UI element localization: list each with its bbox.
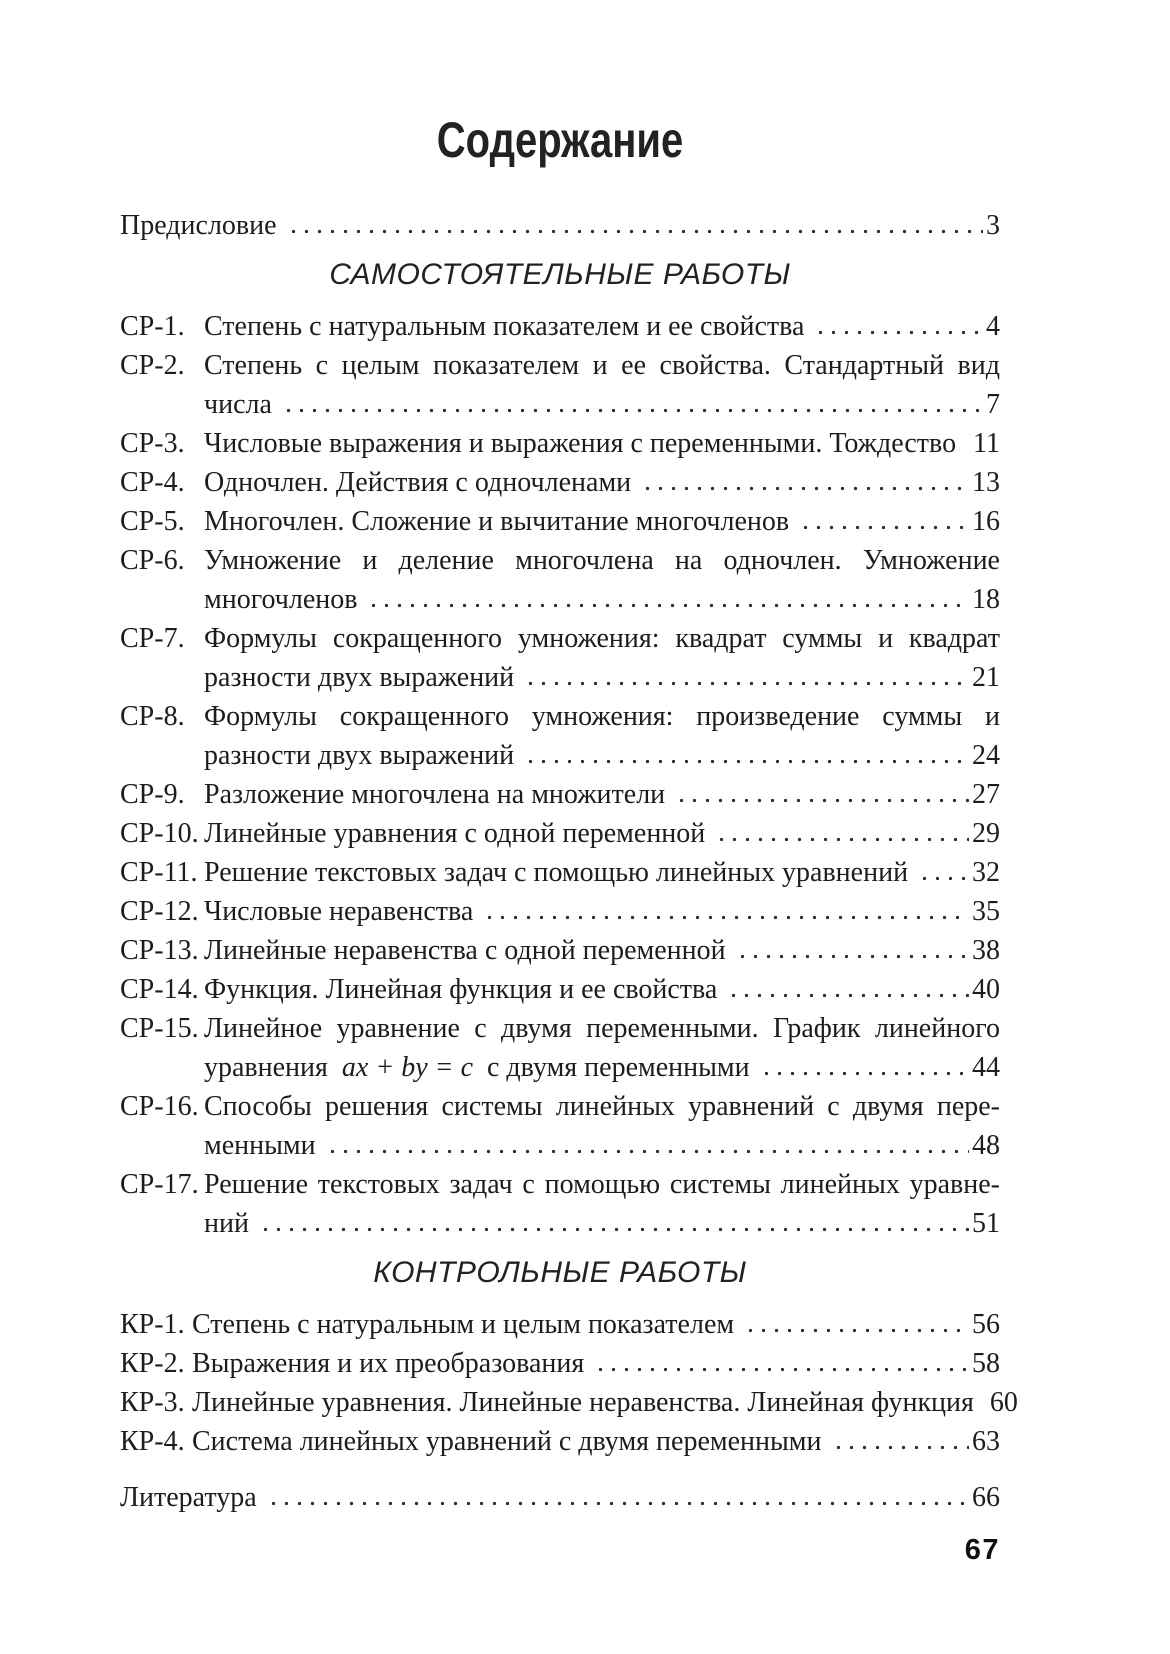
entry-text xyxy=(192,1422,822,1461)
page-number: 11 xyxy=(973,428,1000,459)
entry-label: СР-10. xyxy=(120,818,199,849)
entry-label: КР-4. xyxy=(120,1426,185,1457)
contents-title: Содержание xyxy=(436,112,684,168)
entry-label: СР-1. xyxy=(120,311,185,342)
text-segment: Одночлен. Действия с одночленами xyxy=(204,467,632,498)
page-number: 35 xyxy=(972,896,1000,927)
text-segment: Многочлен. Сложение и вычитание многочленов xyxy=(204,506,790,537)
page-number: 27 xyxy=(972,779,1000,810)
dot-leader xyxy=(981,1383,987,1422)
entry-text xyxy=(204,580,357,619)
text-segment: Способы решения системы линейных уравнений с двумя пере- xyxy=(204,1091,1000,1122)
entry-text xyxy=(192,1305,734,1344)
entry-row xyxy=(204,658,1000,697)
text-segment: с двумя переменными xyxy=(473,1052,750,1083)
entry-text xyxy=(204,385,272,424)
entry-row xyxy=(204,502,1000,541)
entry-text xyxy=(204,307,804,346)
entry-text xyxy=(204,545,1000,576)
entry-text xyxy=(192,1344,584,1383)
entry-row xyxy=(204,619,1000,658)
entry-label: СР-5. xyxy=(120,506,185,537)
text-segment: ний xyxy=(204,1208,249,1239)
entry-label: КР-3. xyxy=(120,1387,185,1418)
entry-row xyxy=(204,853,1000,892)
text-segment: Числовые выражения и выражения с переменными. Тождество xyxy=(204,428,957,459)
dot-leader xyxy=(733,931,969,970)
entry-content xyxy=(204,1009,1000,1087)
dot-leader xyxy=(796,502,969,541)
dot-leader xyxy=(364,580,969,619)
entry-label: СР-12. xyxy=(120,896,199,927)
entry-content xyxy=(204,502,1000,541)
entry-text xyxy=(204,853,908,892)
entry-text xyxy=(204,1048,750,1087)
text-segment: Степень с натуральным показателем и ее свойства xyxy=(204,311,805,342)
section-heading: САМОСТОЯТЕЛЬНЫЕ РАБОТЫ xyxy=(329,258,791,291)
toc-entry xyxy=(120,853,1000,892)
entry-row xyxy=(204,1165,1000,1204)
math-expression: ax + by = c xyxy=(341,1052,473,1083)
entry-label: СР-11. xyxy=(120,857,198,888)
entry-row xyxy=(192,1344,1000,1383)
text-segment: Линейные уравнения с одной переменной xyxy=(204,818,706,849)
page-number: 60 xyxy=(989,1387,1018,1418)
entry-row xyxy=(120,206,1000,245)
entry-row xyxy=(204,346,1000,385)
dot-leader xyxy=(712,814,969,853)
dot-leader xyxy=(829,1422,969,1461)
entry-text xyxy=(120,206,277,245)
toc-entry xyxy=(120,1478,1000,1517)
toc-entry xyxy=(120,1009,1000,1087)
entry-content xyxy=(192,1305,1000,1344)
toc-entry xyxy=(120,1165,1000,1243)
entry-text xyxy=(204,775,665,814)
entry-label: СР-7. xyxy=(120,623,185,654)
text-segment: Линейное уравнение с двумя переменными. График линейного xyxy=(204,1013,1000,1044)
entry-text xyxy=(204,970,717,1009)
entry-label: СР-2. xyxy=(120,350,185,381)
entry-content xyxy=(204,1165,1000,1243)
page-number: 63 xyxy=(972,1426,1000,1457)
entry-content xyxy=(120,1478,1000,1517)
text-segment: Выражения и их преобразования xyxy=(192,1348,585,1379)
toc xyxy=(120,206,1018,1517)
entry-content xyxy=(192,1383,1018,1422)
entry-content xyxy=(204,970,1000,1009)
toc-entry xyxy=(120,970,1000,1009)
entry-text xyxy=(204,701,1000,732)
entry-text xyxy=(204,736,514,775)
entry-text xyxy=(204,892,473,931)
entry-text xyxy=(204,623,1000,654)
entry-row xyxy=(204,580,1000,619)
dot-leader xyxy=(264,1478,969,1517)
entry-text xyxy=(192,1383,974,1422)
entry-content xyxy=(192,1344,1000,1383)
entry-row xyxy=(204,424,1000,463)
text-segment: числа xyxy=(204,389,272,420)
entry-label: СР-17. xyxy=(120,1169,199,1200)
spacer xyxy=(120,1461,1000,1478)
dot-leader xyxy=(963,424,970,463)
page-number: 56 xyxy=(972,1309,1000,1340)
entry-row xyxy=(204,931,1000,970)
dot-leader xyxy=(757,1048,969,1087)
entry-row xyxy=(204,1126,1000,1165)
entry-row xyxy=(204,814,1000,853)
dot-leader xyxy=(915,853,969,892)
dot-leader xyxy=(724,970,969,1009)
toc-entry xyxy=(120,931,1000,970)
entry-content xyxy=(204,853,1000,892)
entry-content xyxy=(204,775,1000,814)
toc-entry xyxy=(120,307,1000,346)
entry-row xyxy=(204,1087,1000,1126)
text-segment: Линейные уравнения. Линейные неравенства. Линейная функция xyxy=(192,1387,974,1418)
entry-row xyxy=(204,775,1000,814)
page-number: 16 xyxy=(972,506,1000,537)
entry-content xyxy=(120,206,1000,245)
entry-row xyxy=(204,463,1000,502)
text-segment: Решение текстовых задач с помощью линейных уравнений xyxy=(204,857,909,888)
page-number: 29 xyxy=(972,818,1000,849)
text-segment: менными xyxy=(204,1130,316,1161)
folio-page-number: 67 xyxy=(964,1534,1000,1566)
text-segment: разности двух выражений xyxy=(204,662,515,693)
entry-row xyxy=(204,697,1000,736)
toc-entry xyxy=(120,1422,1000,1461)
toc-entry xyxy=(120,775,1000,814)
text-segment: Система линейных уравнений с двумя переменными xyxy=(192,1426,822,1457)
entry-text xyxy=(204,350,1000,381)
text-segment: Степень с натуральным и целым показателем xyxy=(192,1309,735,1340)
dot-leader xyxy=(256,1204,969,1243)
entry-label: СР-13. xyxy=(120,935,199,966)
page-number: 66 xyxy=(972,1482,1000,1513)
entry-content xyxy=(204,463,1000,502)
entry-text xyxy=(204,1091,1000,1122)
toc-entry xyxy=(120,1383,1018,1422)
entry-row xyxy=(120,1478,1000,1517)
entry-label: СР-14. xyxy=(120,974,199,1005)
entry-text xyxy=(204,931,726,970)
page-number: 18 xyxy=(972,584,1000,615)
entry-text xyxy=(204,1204,249,1243)
text-segment: Степень с целым показателем и ее свойства. Стандартный вид xyxy=(204,350,1000,381)
text-segment: уравнения xyxy=(204,1052,342,1083)
entry-text xyxy=(204,1169,1000,1200)
entry-text xyxy=(120,1478,257,1517)
entry-content xyxy=(204,346,1000,424)
dot-leader xyxy=(323,1126,969,1165)
entry-content xyxy=(204,697,1000,775)
toc-entry xyxy=(120,541,1000,619)
dot-leader xyxy=(284,206,983,245)
entry-content xyxy=(204,1087,1000,1165)
toc-entry xyxy=(120,814,1000,853)
page-number: 44 xyxy=(972,1052,1000,1083)
entry-label: СР-6. xyxy=(120,545,185,576)
page-number: 3 xyxy=(986,210,1000,241)
text-segment: Числовые неравенства xyxy=(204,896,474,927)
text-segment: Формулы сокращенного умножения: квадрат суммы и квадрат xyxy=(204,623,1000,654)
entry-content xyxy=(192,1422,1000,1461)
entry-row xyxy=(204,385,1000,424)
page-number: 7 xyxy=(986,389,1000,420)
entry-row xyxy=(192,1422,1000,1461)
entry-row xyxy=(204,1204,1000,1243)
entry-row xyxy=(204,736,1000,775)
entry-label: СР-15. xyxy=(120,1013,199,1044)
dot-leader xyxy=(279,385,983,424)
toc-entry xyxy=(120,619,1000,697)
toc-entry xyxy=(120,1344,1000,1383)
entry-text xyxy=(204,1013,1000,1044)
entry-row xyxy=(204,892,1000,931)
toc-entry xyxy=(120,502,1000,541)
entry-text xyxy=(204,463,631,502)
page-number: 51 xyxy=(972,1208,1000,1239)
text-segment: Функция. Линейная функция и ее свойства xyxy=(204,974,718,1005)
entry-row xyxy=(192,1383,1018,1422)
dot-leader xyxy=(521,658,969,697)
entry-label: КР-2. xyxy=(120,1348,185,1379)
entry-content xyxy=(204,892,1000,931)
entry-row xyxy=(204,970,1000,1009)
toc-entry xyxy=(120,206,1000,245)
dot-leader xyxy=(591,1344,969,1383)
entry-row xyxy=(192,1305,1000,1344)
entry-row xyxy=(204,1009,1000,1048)
text-segment: Умножение и деление многочлена на одночлен. Умножение xyxy=(204,545,1000,576)
section-heading: КОНТРОЛЬНЫЕ РАБОТЫ xyxy=(373,1256,747,1289)
page-number: 4 xyxy=(986,311,1000,342)
page-number: 13 xyxy=(972,467,1000,498)
entry-row xyxy=(204,541,1000,580)
page-number: 21 xyxy=(972,662,1000,693)
entry-content xyxy=(204,619,1000,697)
entry-row xyxy=(204,1048,1000,1087)
entry-label: СР-16. xyxy=(120,1091,199,1122)
text-segment: Предисловие xyxy=(120,210,277,241)
dot-leader xyxy=(741,1305,969,1344)
text-segment: Решение текстовых задач с помощью системы линейных уравне- xyxy=(204,1169,1000,1200)
text-segment: разности двух выражений xyxy=(204,740,515,771)
entry-content xyxy=(204,424,1000,463)
toc-entry xyxy=(120,892,1000,931)
page-number: 32 xyxy=(972,857,1000,888)
text-segment: Разложение многочлена на множители xyxy=(204,779,666,810)
toc-entry xyxy=(120,1305,1000,1344)
entry-text xyxy=(204,502,789,541)
entry-content xyxy=(204,541,1000,619)
entry-label: СР-8. xyxy=(120,701,185,732)
entry-content xyxy=(204,307,1000,346)
dot-leader xyxy=(638,463,969,502)
entry-text xyxy=(204,658,514,697)
page-number: 40 xyxy=(972,974,1000,1005)
dot-leader xyxy=(811,307,983,346)
toc-entry xyxy=(120,463,1000,502)
entry-text xyxy=(204,814,705,853)
entry-row xyxy=(204,307,1000,346)
entry-text xyxy=(204,424,956,463)
dot-leader xyxy=(521,736,969,775)
entry-content xyxy=(204,931,1000,970)
page-number: 38 xyxy=(972,935,1000,966)
toc-entry xyxy=(120,424,1000,463)
entry-content xyxy=(204,814,1000,853)
text-segment: Литература xyxy=(120,1482,257,1513)
entry-label: КР-1. xyxy=(120,1309,185,1340)
toc-entry xyxy=(120,346,1000,424)
dot-leader xyxy=(672,775,969,814)
text-segment: Формулы сокращенного умножения: произведение суммы и xyxy=(204,701,1000,732)
toc-entry xyxy=(120,1087,1000,1165)
entry-text xyxy=(204,1126,316,1165)
entry-label: СР-4. xyxy=(120,467,185,498)
dot-leader xyxy=(480,892,969,931)
entry-label: СР-3. xyxy=(120,428,185,459)
text-segment: Линейные неравенства с одной переменной xyxy=(204,935,726,966)
page-number: 58 xyxy=(972,1348,1000,1379)
entry-label: СР-9. xyxy=(120,779,185,810)
page-number: 24 xyxy=(972,740,1000,771)
toc-entry xyxy=(120,697,1000,775)
page-number: 48 xyxy=(972,1130,1000,1161)
text-segment: многочленов xyxy=(204,584,358,615)
